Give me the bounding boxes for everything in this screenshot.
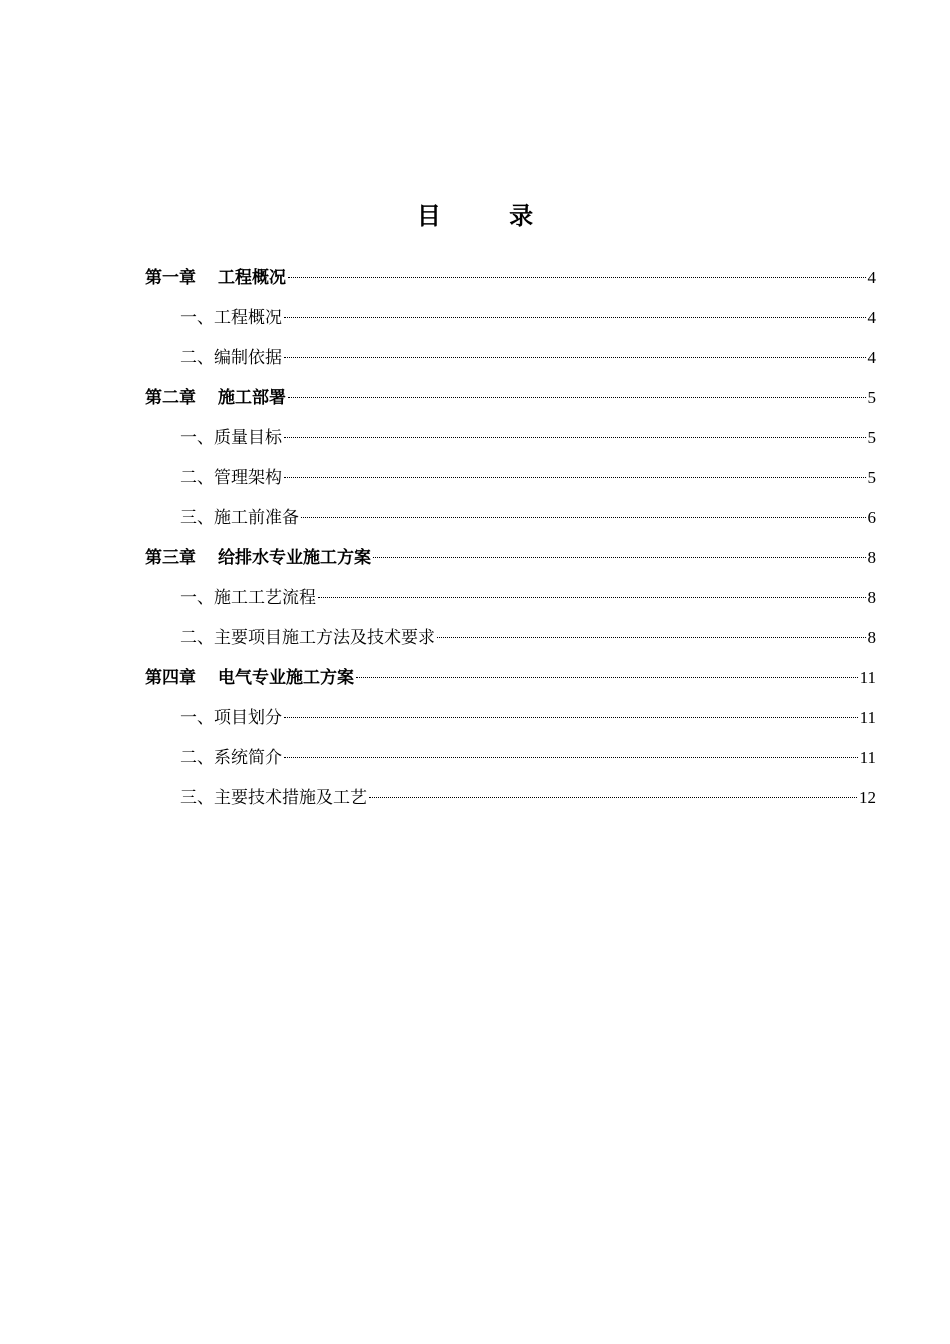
- toc-entry-text: 三、施工前准备: [180, 508, 299, 528]
- toc-entry-label: [180, 578, 316, 618]
- toc-entry-label: [180, 618, 435, 658]
- toc-chapter-entry[interactable]: [145, 538, 876, 578]
- toc-page-number: 4: [867, 348, 876, 367]
- toc-chapter-entry[interactable]: [145, 258, 876, 298]
- toc-page-number: 8: [867, 628, 876, 647]
- toc-chapter-number: 第四章: [145, 668, 196, 688]
- toc-entry-text: 给排水专业施工方案: [218, 548, 371, 568]
- toc-entry-label: [145, 258, 286, 298]
- toc-entry-text: 电气专业施工方案: [218, 668, 354, 688]
- toc-entry-label: [180, 498, 299, 538]
- toc-section-entry[interactable]: [145, 698, 876, 738]
- toc-leader-dots: [301, 517, 866, 518]
- toc-page-number: 5: [867, 388, 876, 407]
- toc-leader-dots: [284, 477, 866, 478]
- toc-leader-dots: [284, 357, 866, 358]
- toc-leader-dots: [288, 277, 866, 278]
- toc-entry-text: 工程概况: [218, 268, 286, 288]
- toc-entry-text: 施工部署: [218, 388, 286, 408]
- toc-page-number: 4: [867, 308, 876, 327]
- toc-entry-label: [180, 418, 282, 458]
- toc-entry-text: 三、主要技术措施及工艺: [180, 788, 367, 808]
- toc-entry-text: 一、施工工艺流程: [180, 588, 316, 608]
- toc-leader-dots: [373, 557, 866, 558]
- toc-page-number: 11: [859, 668, 876, 687]
- toc-entry-text: 二、编制依据: [180, 348, 282, 368]
- toc-section-entry[interactable]: [145, 738, 876, 778]
- toc-section-entry[interactable]: [145, 578, 876, 618]
- toc-entry-text: 二、系统简介: [180, 748, 282, 768]
- toc-entry-label: [180, 458, 282, 498]
- toc-page-number: 8: [867, 548, 876, 567]
- toc-section-entry[interactable]: [145, 458, 876, 498]
- toc-leader-dots: [437, 637, 866, 638]
- toc-section-entry[interactable]: [145, 418, 876, 458]
- toc-chapter-number: 第三章: [145, 548, 196, 568]
- toc-entry-label: [180, 738, 282, 778]
- toc-entry-text: 一、工程概况: [180, 308, 282, 328]
- toc-leader-dots: [318, 597, 866, 598]
- toc-chapter-number: 第二章: [145, 388, 196, 408]
- toc-leader-dots: [284, 757, 858, 758]
- toc-page-number: 11: [859, 748, 876, 767]
- toc-leader-dots: [356, 677, 858, 678]
- toc-page-number: 12: [859, 788, 876, 807]
- toc-leader-dots: [369, 797, 857, 798]
- toc-page-number: 5: [867, 468, 876, 487]
- toc-entry-text: 一、质量目标: [180, 428, 282, 448]
- toc-page-number: 4: [867, 268, 876, 287]
- toc-leader-dots: [284, 317, 866, 318]
- toc-entry-label: [180, 298, 282, 338]
- toc-section-entry[interactable]: [145, 298, 876, 338]
- toc-chapter-entry[interactable]: [145, 658, 876, 698]
- toc-page-number: 6: [867, 508, 876, 527]
- table-of-contents: [145, 258, 876, 818]
- toc-entry-text: 二、主要项目施工方法及技术要求: [180, 628, 435, 648]
- toc-page-number: 8: [867, 588, 876, 607]
- toc-entry-text: 一、项目划分: [180, 708, 282, 728]
- toc-title: 目 录: [416, 201, 564, 230]
- toc-entry-text: 二、管理架构: [180, 468, 282, 488]
- toc-page-number: 5: [867, 428, 876, 447]
- toc-entry-label: [145, 378, 286, 418]
- toc-entry-label: [180, 698, 282, 738]
- toc-section-entry[interactable]: [145, 618, 876, 658]
- toc-chapter-entry[interactable]: [145, 378, 876, 418]
- toc-chapter-number: 第一章: [145, 268, 196, 288]
- toc-leader-dots: [284, 437, 866, 438]
- toc-entry-label: [180, 338, 282, 378]
- toc-leader-dots: [288, 397, 866, 398]
- toc-entry-label: [180, 778, 367, 818]
- toc-leader-dots: [284, 717, 858, 718]
- toc-section-entry[interactable]: [145, 338, 876, 378]
- toc-section-entry[interactable]: [145, 498, 876, 538]
- toc-entry-label: [145, 658, 354, 698]
- toc-section-entry[interactable]: [145, 778, 876, 818]
- toc-page-number: 11: [859, 708, 876, 727]
- toc-entry-label: [145, 538, 371, 578]
